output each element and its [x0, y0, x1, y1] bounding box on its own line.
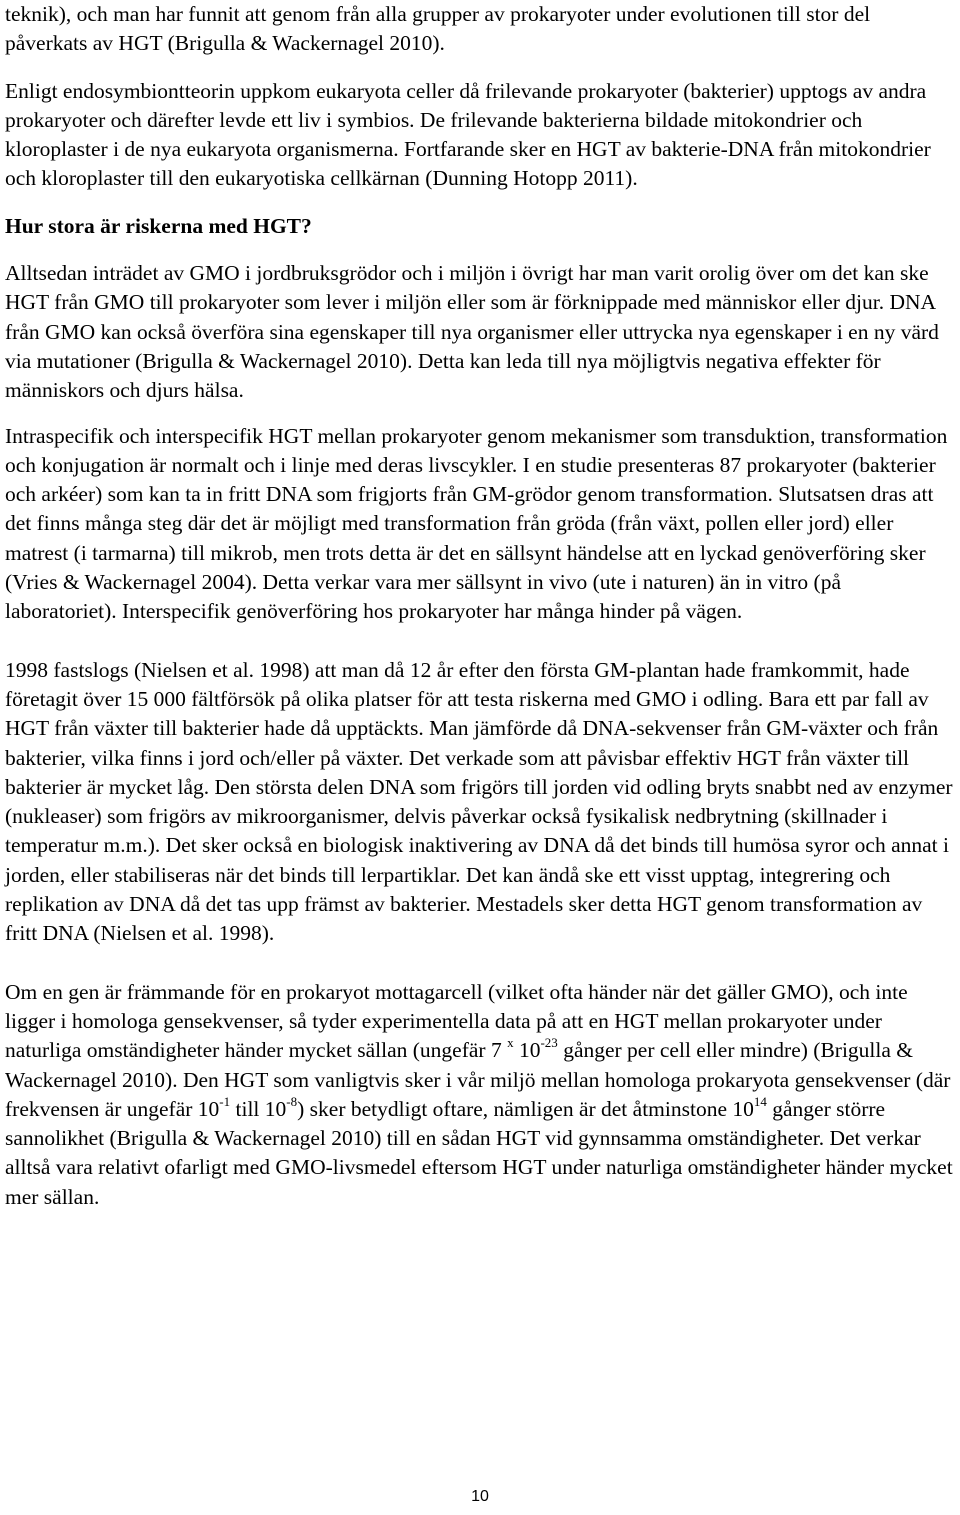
paragraph-hgt-frequency — [5, 978, 955, 1212]
paragraph-gmo-concerns: Alltsedan inträdet av GMO i jordbruksgrödor och i miljön i övrigt har man varit orolig över om det kan ske HGT från GMO till prokaryoter som lever i miljön eller som är förknippade med människor eller djur. DNA från GMO kan också överföra sina egenskaper till nya organismer eller uttrycka nya egenskaper i en ny värd via mutationer (Brigulla & Wackernagel 2010). Detta kan leda till nya möjligtvis negativa effekter för människors och djurs hälsa. — [5, 261, 939, 403]
superscript: x — [507, 1035, 514, 1051]
text-run: Om en gen är främmande för en prokaryot mottagarcell (vilket ofta händer när det gäller GMO), och inte ligger i homologa gensekvenser, så tyder experimentella data på att en HGT mellan prokaryoter under naturliga omständigheter händer mycket sällan (ungefär 7 — [5, 979, 908, 1063]
paragraph-intro-continuation: teknik), och man har funnit att genom från alla grupper av prokaryoter under evolutionen till stor del påverkats av HGT (Brigulla & Wackernagel 2010). — [5, 2, 871, 56]
superscript: -1 — [219, 1093, 231, 1109]
section-heading: Hur stora är riskerna med HGT? — [5, 213, 312, 238]
text-run: till 10 — [230, 1096, 287, 1121]
paragraph-endosymbiont-theory: Enligt endosymbiontteorin uppkom eukaryota celler då frilevande prokaryoter (bakterier) upptogs av andra prokaryoter och därefter levde ett liv i symbios. De frilevande bakterierna bildade mitokondrier och kloroplaster i de nya eukaryota organismerna. Fortfarande sker en HGT av bakterie-DNA från mitokondrier och kloroplaster till den eukaryotiska cellkärnan (Dunning Hotopp 2011). — [5, 78, 931, 191]
text-run: gånger per cell eller mindre) (Brigulla & Wackernagel 2010). Den HGT som vanligtvis sker i vår miljö mellan homologa prokaryota gensekvenser (där frekvensen är ungefär 10 — [5, 1038, 951, 1121]
page-number: 10 — [471, 1488, 489, 1505]
superscript: -8 — [286, 1093, 298, 1109]
superscript: -23 — [540, 1035, 558, 1051]
superscript: 14 — [753, 1093, 767, 1109]
text-run: ) sker betydligt oftare, nämligen är det åtminstone 10 — [297, 1096, 754, 1121]
text-run: gånger större sannolikhet (Brigulla & Wackernagel 2010) till en sådan HGT vid gynnsamma omständigheter. Det verkar alltså vara relativt ofarligt med GMO-livsmedel eftersom HGT under naturliga omständigheter händer mycket mer sällan. — [5, 1096, 953, 1209]
text-run: 10 — [513, 1038, 541, 1063]
document-page — [5, 0, 955, 1212]
paragraph-intraspecific-hgt: Intraspecifik och interspecifik HGT mellan prokaryoter genom mekanismer som transduktion, transformation och konjugation är normalt och i linje med deras livscykler. I en studie presenteras 87 prokaryoter (bakterier och arkéer) som kan ta in fritt DNA som frigjorts från GM-grödor genom transformation. Slutsatsen dras att det finns många steg där det är möjligt med transformation från gröda (från växt, pollen eller jord) eller matrest (i tarmarna) till mikrob, men trots detta är det en sällsynt händelse att en lyckad genöverföring sker (Vries & Wackernagel 2004). Detta verkar vara mer sällsynt in vivo (ute i naturen) än in vitro (på laboratoriet). Interspecifik genöverföring hos prokaryoter har många hinder på vägen. — [5, 423, 948, 624]
paragraph-field-trials: 1998 fastslogs (Nielsen et al. 1998) att man då 12 år efter den första GM-plantan hade framkommit, hade företagit över 15 000 fältförsök på olika platser för att testa riskerna med GMO i odling. Bara ett par fall av HGT från växter till bakterier hade då upptäckts. Man jämförde då DNA-sekvenser från GM-växter och från bakterier, vilka finns i jord och/eller på växter. Det verkade som att påvisbar effektiv HGT från växter till bakterier är mycket låg. Den största delen DNA som frigörs till jorden vid odling bryts snabbt ned av enzymer (nukleaser) som frigörs av mikroorganismer, delvis påverkar också fysikalisk nedbrytning (skillnader i temperatur m.m.). Det sker också en biologisk inaktivering av DNA då det binds till humösa syror och annat i jorden, eller stabiliseras när det binds till lerpartiklar. Det kan ändå ske ett visst upptag, integrering och replikation av DNA då det tas upp främst av bakterier. Mestadels sker detta HGT genom transformation av fritt DNA (Nielsen et al. 1998). — [5, 657, 953, 946]
